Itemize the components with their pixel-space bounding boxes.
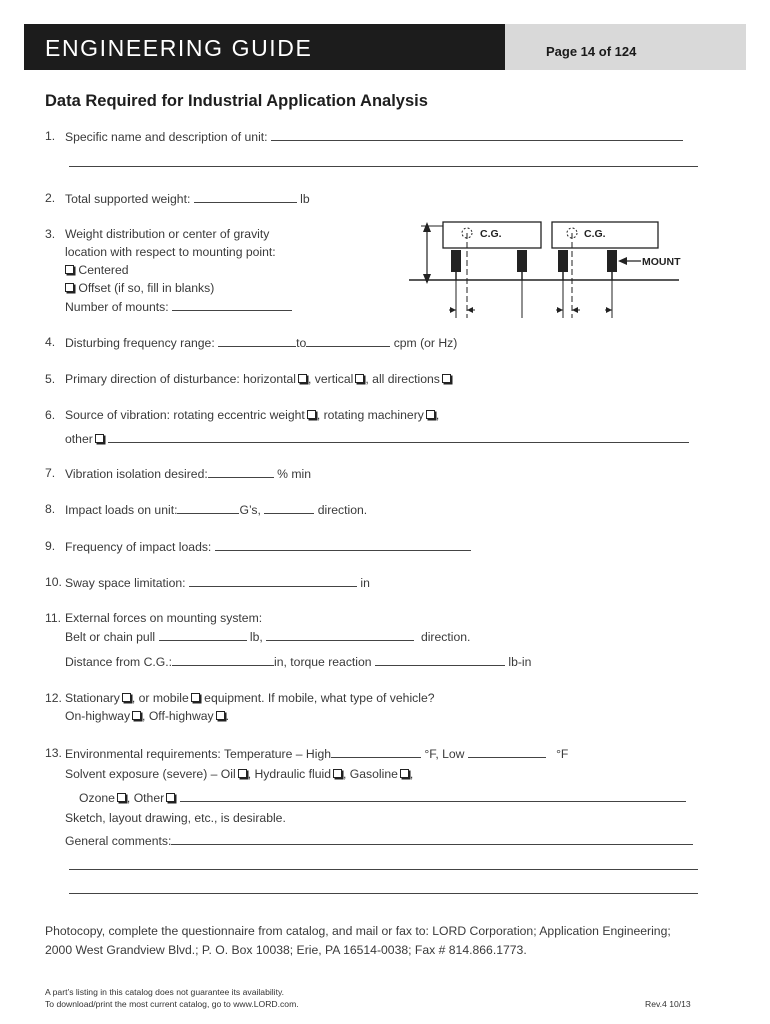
q13-f2: °F: [556, 747, 569, 761]
q11-belt-label: Belt or chain pull: [65, 630, 156, 644]
checkbox-other-environment[interactable]: [166, 793, 175, 802]
q13-number: 13.: [45, 746, 62, 760]
cg-diagram: [405, 218, 685, 322]
checkbox-eccentric-weight[interactable]: [307, 410, 316, 419]
q3-line2: location with respect to mounting point:: [65, 245, 276, 259]
q2-weight-field[interactable]: [194, 190, 297, 203]
checkbox-on-highway[interactable]: [132, 711, 141, 720]
q13-ozone-label: Ozone: [79, 791, 115, 805]
q9-field[interactable]: [215, 538, 471, 551]
q12-onhwy-label: On-highway: [65, 709, 131, 723]
q11-label: External forces on mounting system:: [65, 611, 263, 625]
q13-comments-label: General comments:: [65, 834, 172, 848]
q12-end: .: [225, 709, 230, 723]
q4-to: to: [296, 336, 307, 350]
cg-label-right: C.G.: [584, 228, 606, 240]
q11-distance-line: [65, 653, 531, 670]
q13-label: Environmental requirements: Temperature – High: [65, 747, 331, 761]
q7-label: Vibration isolation desired:: [65, 467, 208, 481]
q11-torque-field[interactable]: [375, 653, 505, 666]
q8-direction-field[interactable]: [264, 501, 314, 514]
q8-gs: G’s,: [239, 503, 261, 517]
q6-other-label: other: [65, 432, 93, 446]
q10-line: [65, 574, 370, 591]
checkbox-mobile[interactable]: [191, 693, 200, 702]
q1-number: 1.: [45, 129, 56, 143]
document-title: Data Required for Industrial Application Analysis: [45, 92, 428, 110]
checkbox-hydraulic-fluid[interactable]: [333, 769, 342, 778]
q6-line2: [65, 430, 689, 447]
dim-arrow-4-icon: [572, 307, 578, 313]
q1-label: Specific name and description of unit:: [65, 130, 268, 144]
q8-dir: direction.: [317, 503, 368, 517]
q13-comments-line: [65, 832, 693, 849]
q13-line2: [65, 766, 413, 782]
q12-stationary-label: Stationary: [65, 691, 120, 705]
q3-mounts-line: [65, 298, 292, 315]
q6-label: Source of vibration: rotating eccentric weight: [65, 408, 305, 422]
q13-line1: [65, 745, 568, 762]
q6-line1: [65, 407, 439, 423]
q7-number: 7.: [45, 466, 56, 480]
dim-arrow-5-icon: [606, 307, 612, 313]
q3-option-centered[interactable]: [63, 262, 129, 278]
mount-3: [558, 250, 568, 272]
q1-line: [65, 128, 683, 145]
q7-field[interactable]: [208, 465, 274, 478]
footer-download: To download/print the most current catalog, go to www.LORD.com.: [45, 999, 299, 1009]
q13-gasoline-label: , Gasoline: [343, 767, 398, 781]
page-number: Page 14 of 124: [546, 44, 637, 59]
q13-f1: °F, Low: [424, 747, 465, 761]
q2-unit: lb: [300, 192, 310, 206]
q13-hydraulic-label: , Hydraulic fluid: [247, 767, 332, 781]
comments-field-line1[interactable]: [171, 832, 693, 845]
q10-field[interactable]: [189, 574, 357, 587]
q11-belt-direction-field[interactable]: [266, 628, 414, 641]
q13-sketch: Sketch, layout drawing, etc., is desirable.: [65, 811, 286, 825]
q3-centered-label: Centered: [78, 263, 129, 277]
q13-other-label: , Other: [126, 791, 165, 805]
arrow-left-icon: [618, 257, 627, 265]
arrow-down-icon: [423, 274, 431, 284]
q11-distance-label: Distance from C.G.:: [65, 655, 173, 669]
header-title-block: [24, 24, 505, 70]
q4-to-field[interactable]: [306, 334, 390, 347]
q10-label: Sway space limitation:: [65, 576, 186, 590]
q3-number: 3.: [45, 227, 56, 241]
q3-mounts-field[interactable]: [172, 298, 292, 311]
q10-number: 10.: [45, 575, 62, 589]
checkbox-off-highway[interactable]: [216, 711, 225, 720]
q8-gs-field[interactable]: [177, 501, 239, 514]
checkbox-offset[interactable]: [65, 283, 74, 292]
q1-field[interactable]: [271, 128, 683, 141]
checkbox-other-source[interactable]: [95, 434, 104, 443]
q7-line: [65, 465, 311, 482]
q11-lbin: lb-in: [508, 655, 532, 669]
q3-line1: Weight distribution or center of gravity: [65, 227, 270, 241]
mount-4: [607, 250, 617, 272]
q5-number: 5.: [45, 372, 56, 386]
q11-torque: in, torque reaction: [274, 655, 372, 669]
checkbox-gasoline[interactable]: [400, 769, 409, 778]
q11-belt-line: [65, 628, 470, 645]
q3-option-offset[interactable]: [63, 280, 214, 296]
header-page-block: [505, 24, 746, 70]
instructions-line1: Photocopy, complete the questionnaire from catalog, and mail or fax to: LORD Corporation; Application Engineering;: [45, 924, 671, 938]
mount-1: [451, 250, 461, 272]
q4-number: 4.: [45, 335, 56, 349]
q5-line: [65, 371, 452, 387]
footer-revision: Rev.4 10/13: [645, 999, 691, 1009]
header-title: ENGINEERING GUIDE: [45, 35, 313, 61]
checkbox-horizontal[interactable]: [298, 374, 307, 383]
q4-line: [65, 334, 457, 351]
comments-field-line2[interactable]: [69, 869, 698, 870]
q6-number: 6.: [45, 408, 56, 422]
q8-label: Impact loads on unit:: [65, 503, 178, 517]
dim-arrow-2-icon: [467, 307, 473, 313]
q4-from-field[interactable]: [218, 334, 296, 347]
checkbox-oil[interactable]: [238, 769, 247, 778]
q2-line: [65, 190, 310, 207]
q12-mobile-label: , or mobile: [131, 691, 189, 705]
dim-arrow-3-icon: [557, 307, 563, 313]
q13-line3: [79, 789, 686, 806]
q11-dir: direction.: [420, 630, 471, 644]
q11-belt-field[interactable]: [159, 628, 247, 641]
q9-line: [65, 538, 471, 555]
q4-unit: cpm (or Hz): [393, 336, 458, 350]
arrow-up-icon: [423, 222, 431, 232]
q13-solvent-label: Solvent exposure (severe) – Oil: [65, 767, 236, 781]
q12-number: 12.: [45, 691, 62, 705]
checkbox-ozone[interactable]: [117, 793, 126, 802]
q9-label: Frequency of impact loads:: [65, 540, 212, 554]
comments-field-line3[interactable]: [69, 893, 698, 894]
checkbox-vertical[interactable]: [355, 374, 364, 383]
q6-machinery-label: , rotating machinery: [316, 408, 424, 422]
checkbox-rotating-machinery[interactable]: [426, 410, 435, 419]
instructions-line2: 2000 West Grandview Blvd.; P. O. Box 10038; Erie, PA 16514-0038; Fax # 814.866.1773.: [45, 943, 527, 957]
cg-label-left: C.G.: [480, 228, 502, 240]
q11-distance-field[interactable]: [172, 653, 274, 666]
q8-line: [65, 501, 367, 518]
q13-temp-low-field[interactable]: [468, 745, 546, 758]
q6-other-field[interactable]: [108, 430, 689, 443]
q12-line1: [65, 690, 435, 706]
dim-arrow-1-icon: [450, 307, 456, 313]
q2-number: 2.: [45, 191, 56, 205]
checkbox-stationary[interactable]: [122, 693, 131, 702]
q12-line2: [65, 708, 229, 724]
q5-vertical-label: , vertical: [308, 372, 354, 386]
q11-number: 11.: [45, 611, 62, 625]
mount-2: [517, 250, 527, 272]
q6-comma: ,: [435, 408, 440, 422]
checkbox-centered[interactable]: [65, 265, 74, 274]
q13-other-field[interactable]: [180, 789, 686, 802]
q4-label: Disturbing frequency range:: [65, 336, 215, 350]
q5-label: Primary direction of disturbance: horizontal: [65, 372, 296, 386]
q3-offset-label: Offset (if so, fill in blanks): [78, 281, 215, 295]
q9-number: 9.: [45, 539, 56, 553]
q2-label: Total supported weight:: [65, 192, 191, 206]
q12-offhwy-label: , Off-highway: [142, 709, 214, 723]
q5-all-label: , all directions: [365, 372, 440, 386]
checkbox-all-directions[interactable]: [442, 374, 451, 383]
q10-unit: in: [360, 576, 370, 590]
footer-disclaimer: A part’s listing in this catalog does not guarantee its availability.: [45, 987, 285, 997]
q8-number: 8.: [45, 502, 56, 516]
q3-mounts-label: Number of mounts:: [65, 300, 169, 314]
q13-comma: ,: [409, 767, 414, 781]
q12-rest: equipment. If mobile, what type of vehicle?: [204, 691, 435, 705]
q7-unit: % min: [277, 467, 311, 481]
q13-temp-high-field[interactable]: [331, 745, 421, 758]
mount-label: MOUNT: [642, 256, 681, 268]
header-bar: [24, 24, 746, 70]
q1-field-line2[interactable]: [69, 166, 698, 167]
q11-lb: lb,: [249, 630, 263, 644]
